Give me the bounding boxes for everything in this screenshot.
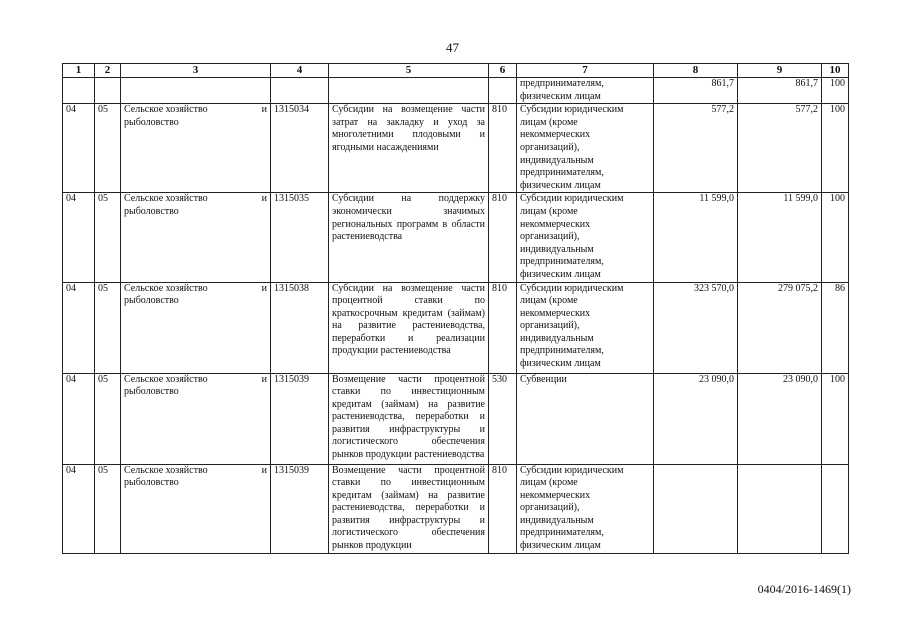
cell-percent: 100 <box>822 104 849 193</box>
recipient-text: Субвенции <box>520 373 567 385</box>
cell-type-code <box>489 78 517 104</box>
name-conj: и <box>261 282 267 294</box>
cell-type-code: 810 <box>489 464 517 553</box>
name-cont: рыболовство <box>124 295 179 307</box>
cell-name <box>121 282 271 373</box>
page-number: 47 <box>446 40 459 55</box>
cell-percent: 100 <box>822 193 849 282</box>
col-header: 7 <box>517 64 654 78</box>
name-part: Сельское хозяйство <box>124 373 208 385</box>
cell-percent: 100 <box>822 373 849 464</box>
cell-subsection: 05 <box>95 464 121 553</box>
table-row <box>63 464 849 553</box>
col-header: 2 <box>95 64 121 78</box>
cell-type-code: 810 <box>489 193 517 282</box>
name-cont: рыболовство <box>124 477 179 489</box>
cell-subsection <box>95 78 121 104</box>
cell-description: Возмещение части процентной ставки по инвестиционным кредитам (займам) на развитие растениеводства, переработки и развития инфраструктуры и логистического обеспечения рынков продукции растениеводства <box>329 373 489 464</box>
recipient-text: Субсидии юридическим лицам (кроме некоммерческих организаций), индивидуальным предпринимателям, физическим лицам <box>520 193 624 280</box>
cell-planned <box>654 464 738 553</box>
cell-section <box>63 78 95 104</box>
cell-subsection: 05 <box>95 282 121 373</box>
cell-section: 04 <box>63 193 95 282</box>
col-header: 1 <box>63 64 95 78</box>
cell-planned: 23 090,0 <box>654 373 738 464</box>
recipient-text: Субсидии юридическим лицам (кроме некоммерческих организаций), индивидуальным предпринимателям, физическим лицам <box>520 464 624 552</box>
cell-recipient <box>517 193 654 282</box>
col-header: 6 <box>489 64 517 78</box>
cell-subsection: 05 <box>95 193 121 282</box>
cell-actual: 861,7 <box>738 78 822 104</box>
cell-actual: 279 075,2 <box>738 282 822 373</box>
cell-planned: 323 570,0 <box>654 282 738 373</box>
cell-description: Субсидии на возмещение части процентной ставки по краткосрочным кредитам (займам) на развитие растениеводства, переработки и реализации продукции растениеводства <box>329 282 489 373</box>
name-cont: рыболовство <box>124 116 179 128</box>
cell-code: 1315035 <box>271 193 329 282</box>
cell-section: 04 <box>63 373 95 464</box>
cell-section: 04 <box>63 464 95 553</box>
name-conj: и <box>261 193 267 205</box>
col-header: 4 <box>271 64 329 78</box>
cell-code: 1315039 <box>271 464 329 553</box>
cell-name <box>121 373 271 464</box>
cell-type-code: 530 <box>489 373 517 464</box>
cell-type-code: 810 <box>489 282 517 373</box>
cell-description: Субсидии на возмещение части затрат на закладку и уход за многолетними плодовыми и ягодными насаждениями <box>329 104 489 193</box>
name-cont: рыболовство <box>124 386 179 398</box>
cell-planned: 577,2 <box>654 104 738 193</box>
cell-recipient <box>517 373 654 464</box>
cell-type-code: 810 <box>489 104 517 193</box>
cell-section: 04 <box>63 282 95 373</box>
cell-description: Возмещение части процентной ставки по инвестиционным кредитам (займам) на развитие растениеводства, переработки и развития инфраструктуры и логистического обеспечения рынков продукции <box>329 464 489 553</box>
name-conj: и <box>261 104 267 116</box>
cell-name <box>121 193 271 282</box>
header-row <box>63 64 849 78</box>
cell-name <box>121 104 271 193</box>
cell-subsection: 05 <box>95 104 121 193</box>
recipient-text: Субсидии юридическим лицам (кроме некоммерческих организаций), индивидуальным предпринимателям, физическим лицам <box>520 104 624 191</box>
name-part: Сельское хозяйство <box>124 464 208 476</box>
cell-name <box>121 78 271 104</box>
cell-percent: 86 <box>822 282 849 373</box>
cell-percent: 100 <box>822 78 849 104</box>
cell-code: 1315038 <box>271 282 329 373</box>
name-part: Сельское хозяйство <box>124 193 208 205</box>
cell-percent <box>822 464 849 553</box>
cell-actual: 577,2 <box>738 104 822 193</box>
recipient-text: Субсидии юридическим лицам (кроме некоммерческих организаций), индивидуальным предпринимателям, физическим лицам <box>520 282 624 370</box>
name-cont: рыболовство <box>124 205 179 217</box>
cell-subsection: 05 <box>95 373 121 464</box>
budget-table <box>62 63 849 554</box>
table-row <box>63 104 849 193</box>
cell-actual: 23 090,0 <box>738 373 822 464</box>
recipient-text: предпринимателям, физическим лицам <box>520 78 604 102</box>
cell-description <box>329 78 489 104</box>
name-conj: и <box>261 373 267 385</box>
col-header: 5 <box>329 64 489 78</box>
table-row <box>63 78 849 104</box>
document-code: 0404/2016-1469(1) <box>757 582 851 596</box>
cell-recipient <box>517 78 654 104</box>
table-row <box>63 373 849 464</box>
cell-recipient <box>517 282 654 373</box>
cell-description: Субсидии на поддержку экономически значимых региональных программ в области растениеводства <box>329 193 489 282</box>
cell-actual: 11 599,0 <box>738 193 822 282</box>
cell-planned: 11 599,0 <box>654 193 738 282</box>
cell-code: 1315034 <box>271 104 329 193</box>
col-header: 8 <box>654 64 738 78</box>
col-header: 3 <box>121 64 271 78</box>
name-part: Сельское хозяйство <box>124 282 208 294</box>
cell-recipient <box>517 464 654 553</box>
cell-name <box>121 464 271 553</box>
col-header: 10 <box>822 64 849 78</box>
cell-planned: 861,7 <box>654 78 738 104</box>
col-header: 9 <box>738 64 822 78</box>
name-conj: и <box>261 464 267 476</box>
cell-recipient <box>517 104 654 193</box>
cell-actual <box>738 464 822 553</box>
table-row <box>63 193 849 282</box>
table-row <box>63 282 849 373</box>
cell-section: 04 <box>63 104 95 193</box>
cell-code <box>271 78 329 104</box>
cell-code: 1315039 <box>271 373 329 464</box>
name-part: Сельское хозяйство <box>124 104 208 116</box>
